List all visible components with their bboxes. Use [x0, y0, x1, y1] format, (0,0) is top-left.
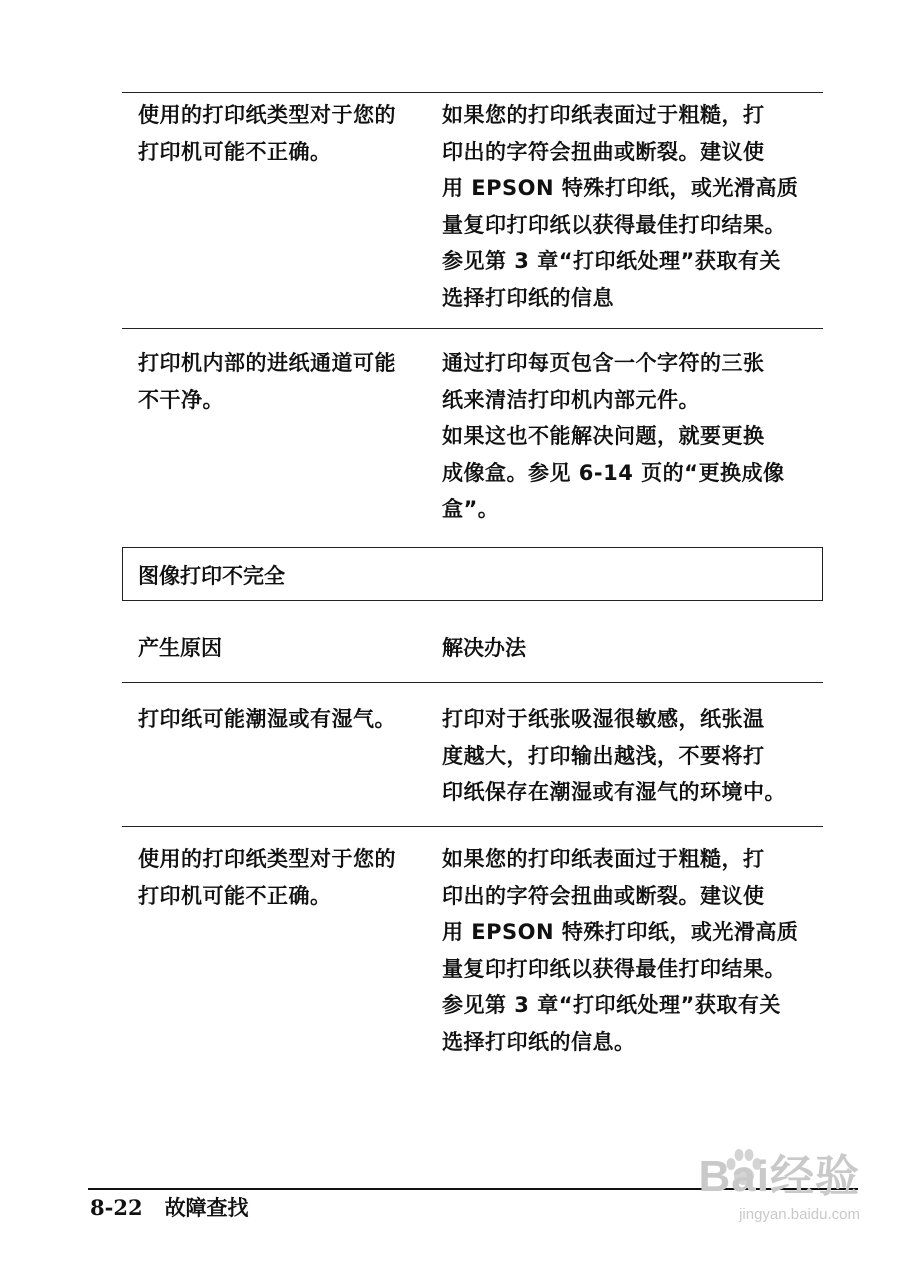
- text-line: 印出的字符会扭曲或断裂。建议使: [442, 139, 765, 164]
- text-line: 打印纸可能潮湿或有湿气。: [138, 707, 396, 731]
- table-row-3-cause: [138, 701, 433, 738]
- text-line: 使用的打印纸类型对于您的: [138, 847, 396, 871]
- text-line: 印纸保存在潮湿或有湿气的环境中。: [442, 780, 786, 804]
- text-line: 选择打印纸的信息。: [442, 1029, 636, 1054]
- table-row-4-solution: [442, 841, 814, 1060]
- text-line: 打印机可能不正确。: [138, 883, 332, 908]
- watermark-url: jingyan.baidu.com: [739, 1206, 860, 1223]
- watermark: [699, 1140, 860, 1223]
- table-top-rule: [122, 92, 823, 93]
- section-title-box: [122, 547, 823, 601]
- text-line: 量复印打印纸以获得最佳打印结果。: [442, 212, 786, 237]
- text-line: 成像盒。参见 6-14 页的“更换成像: [442, 460, 785, 485]
- text-line: 参见第 3 章“打印纸处理”获取有关: [442, 993, 781, 1017]
- page-footer: [90, 1192, 271, 1222]
- table-row-1-solution: [442, 97, 814, 316]
- table-row-2-solution: [442, 345, 814, 528]
- text-line: 纸来清洁打印机内部元件。: [442, 387, 700, 412]
- table-row-4-cause: [138, 841, 433, 914]
- row-divider: [122, 328, 823, 329]
- text-line: 度越大，打印输出越浅，不要将打: [442, 743, 765, 768]
- table-row-1-cause: [138, 97, 433, 170]
- text-line: 不干净。: [138, 387, 224, 412]
- text-line: 如果您的打印纸表面过于粗糙，打: [442, 103, 765, 127]
- text-line: 量复印打印纸以获得最佳打印结果。: [442, 956, 786, 981]
- text-line: 参见第 3 章“打印纸处理”获取有关: [442, 249, 781, 273]
- text-line: 如果您的打印纸表面过于粗糙，打: [442, 847, 765, 871]
- text-line: 打印机内部的进纸通道可能: [138, 351, 396, 375]
- text-line: 印出的字符会扭曲或断裂。建议使: [442, 883, 765, 908]
- text-line: 通过打印每页包含一个字符的三张: [442, 351, 765, 375]
- chapter-title: 故障查找: [164, 1195, 249, 1220]
- text-line: 用 EPSON 特殊打印纸，或光滑高质: [442, 176, 799, 200]
- text-line: 盒”。: [442, 497, 500, 521]
- text-line: 选择打印纸的信息: [442, 285, 614, 310]
- header-rule: [122, 682, 823, 683]
- text-line: 打印机可能不正确。: [138, 139, 332, 164]
- watermark-logo: Bai经验: [698, 1152, 860, 1201]
- section-title: 图像打印不完全: [138, 564, 285, 588]
- table-row-2-cause: [138, 345, 433, 418]
- row-divider: [122, 826, 823, 827]
- column-header-solution: 解决办法: [442, 636, 526, 660]
- page-number: 8-22: [90, 1195, 143, 1220]
- column-header-cause: 产生原因: [138, 636, 222, 660]
- text-line: 如果这也不能解决问题，就要更换: [442, 424, 765, 448]
- table-row-3-solution: [442, 701, 814, 811]
- text-line: 打印对于纸张吸湿很敏感，纸张温: [442, 707, 765, 731]
- text-line: 使用的打印纸类型对于您的: [138, 103, 396, 127]
- text-line: 用 EPSON 特殊打印纸，或光滑高质: [442, 920, 799, 944]
